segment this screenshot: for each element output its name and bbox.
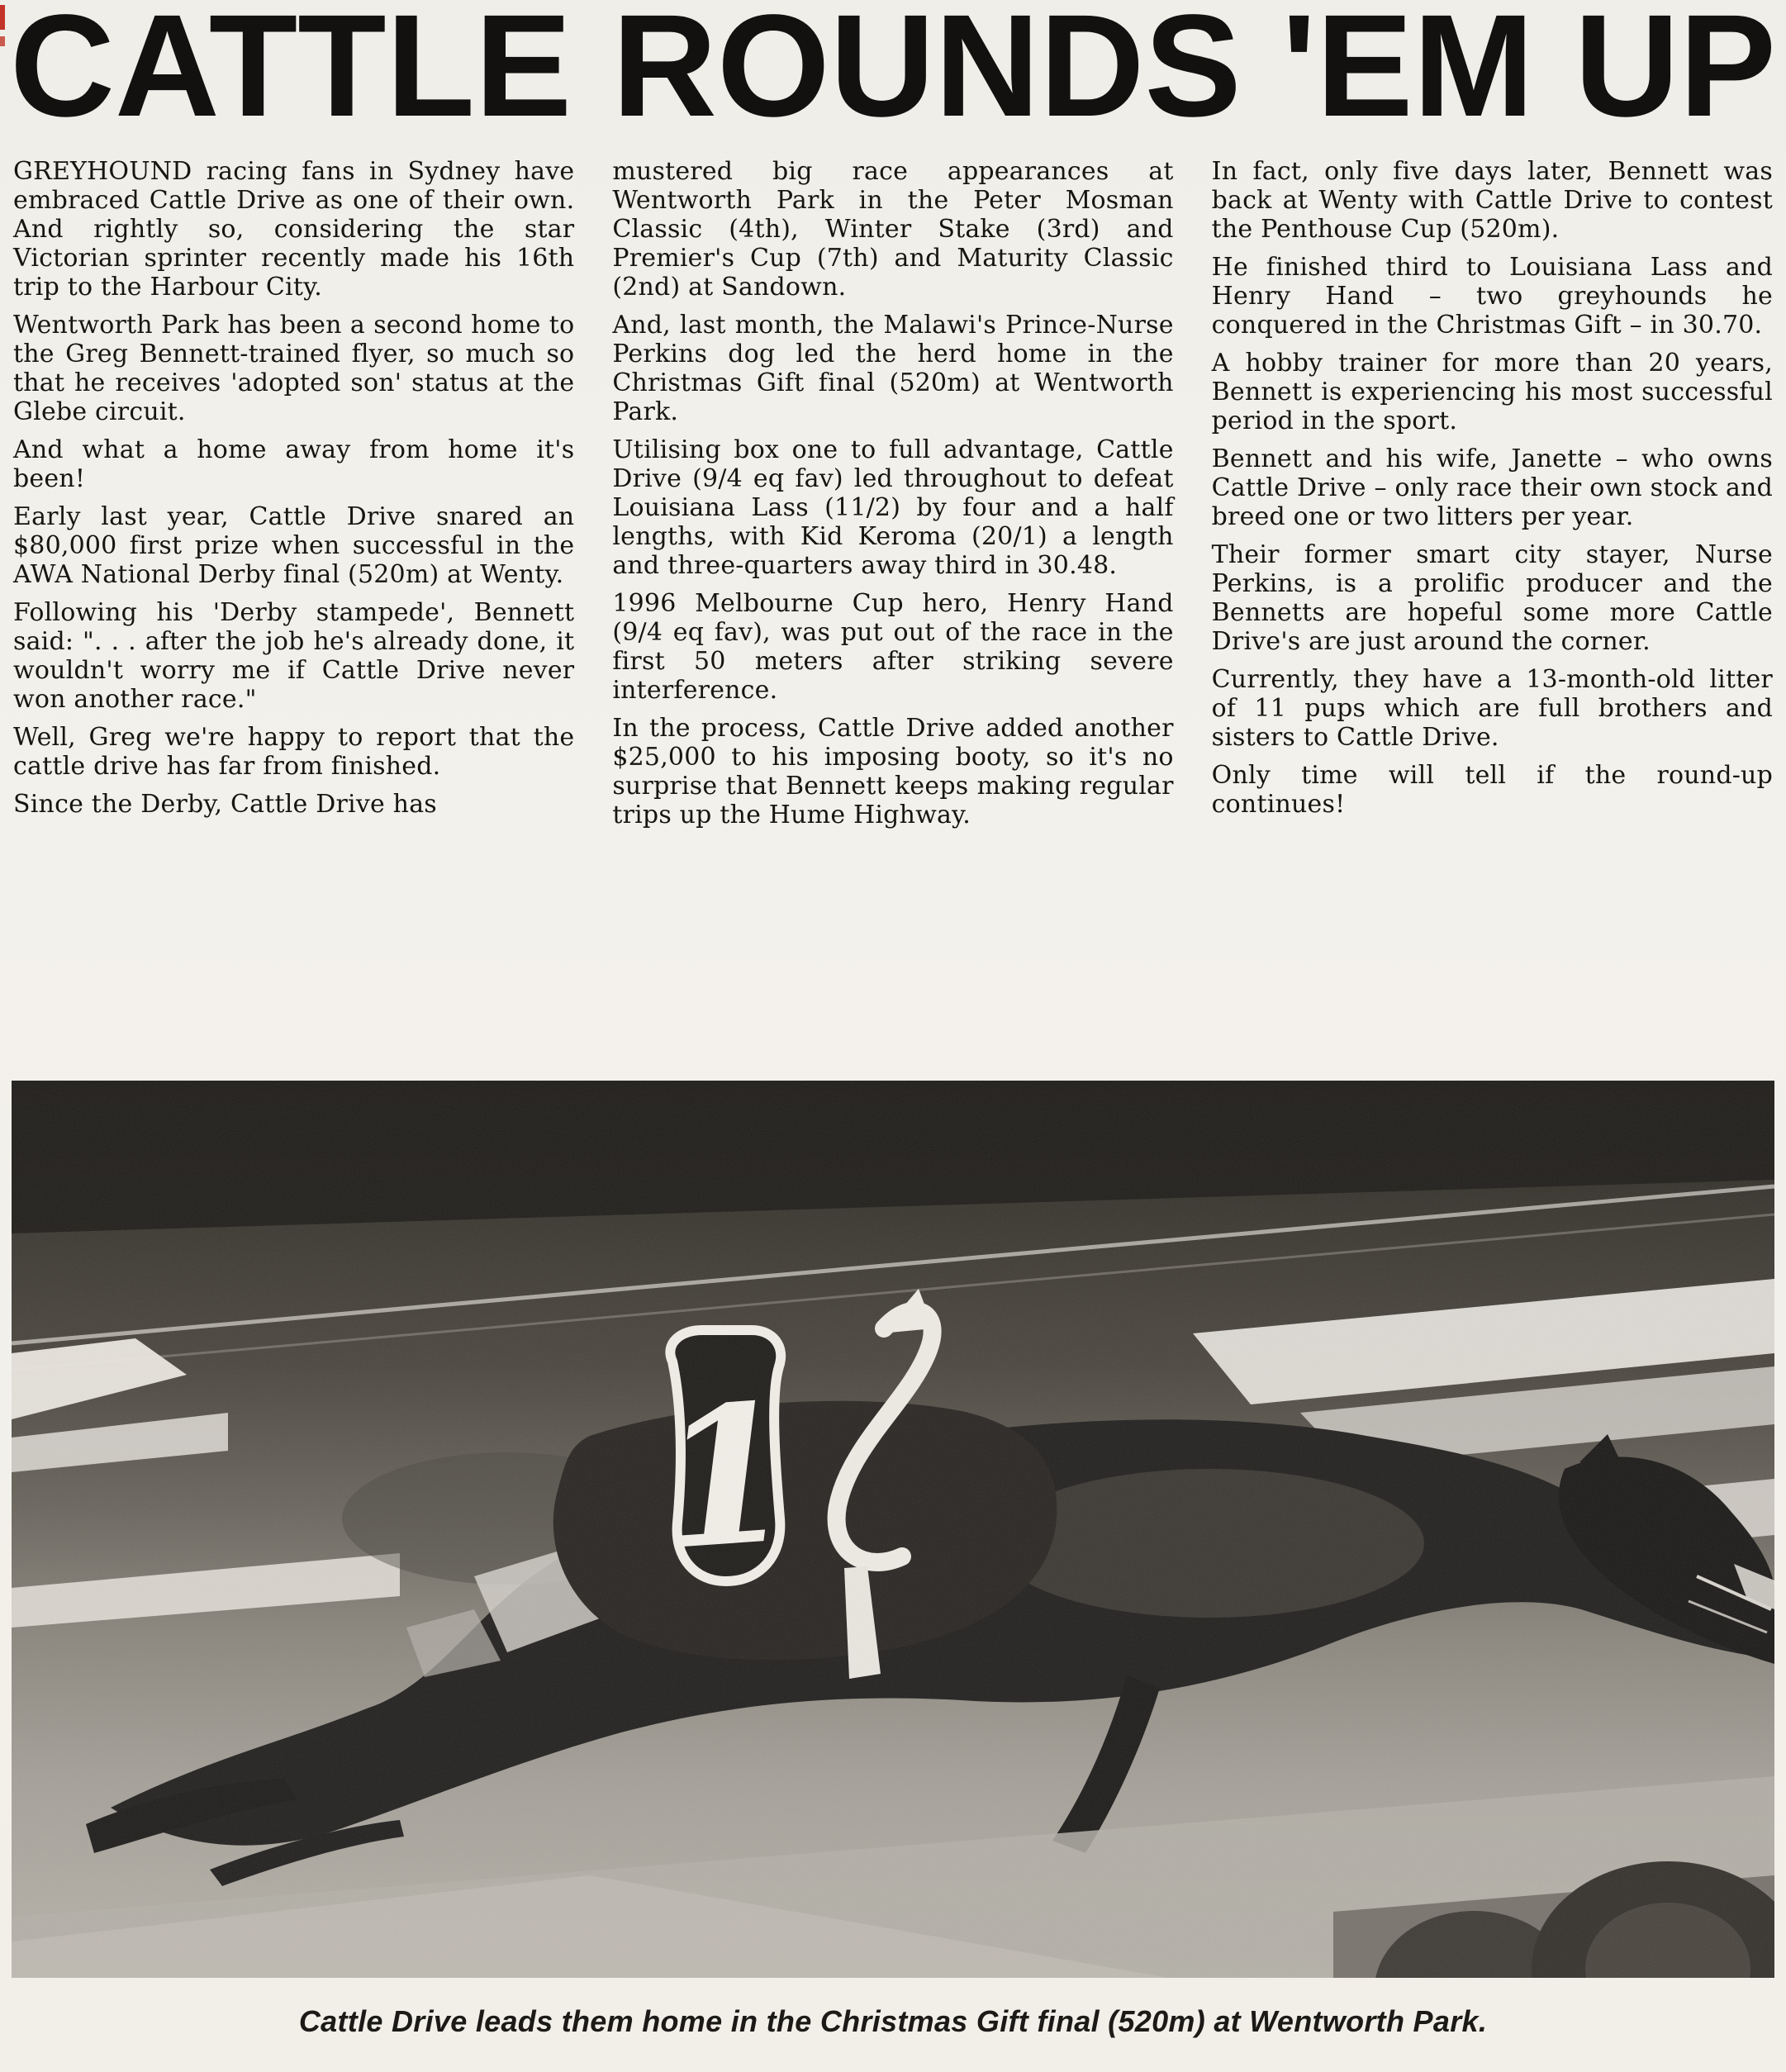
paragraph: And, last month, the Malawi's Prince-Nurse Perkins dog led the herd home in the Christmas Gift final (520m) at Wentworth Park. [612,311,1174,426]
dog-number: 1 [652,1361,800,1594]
column-2 [612,157,1173,839]
paragraph: Since the Derby, Cattle Drive has [13,790,437,819]
paragraph: He finished third to Louisiana Lass and Henry Hand – two greyhounds he conquered in the Christmas Gift – in 30.70. [1211,253,1773,340]
paragraph: And what a home away from home it's been! [13,435,575,493]
paragraph: In the process, Cattle Drive added another $25,000 to his imposing booty, so it's no surprise that Bennett keeps making regular trips up the Hume Highway. [612,714,1174,829]
paragraph: Utilising box one to full advantage, Cattle Drive (9/4 eq fav) led throughout to defeat Louisiana Lass (11/2) by four and a half lengths, with Kid Keroma (20/1) a length and three-quarters away third in 30.48. [612,435,1174,580]
headline-text: CATTLE ROUNDS 'EM UP [10,3,1776,135]
paragraph: A hobby trainer for more than 20 years, Bennett is experiencing his most successful period in the sport. [1211,349,1773,435]
paragraph: mustered big race appearances at Wentworth Park in the Peter Mosman Classic (4th), Winter Stake (3rd) and Premier's Cup (7th) and Maturity Classic (2nd) at Sandown. [612,157,1174,302]
paragraph: In fact, only five days later, Bennett was back at Wenty with Cattle Drive to contest the Penthouse Cup (520m). [1211,157,1773,244]
paragraph: Early last year, Cattle Drive snared an $80,000 first prize when successful in the AWA National Derby final (520m) at Wenty. [13,502,575,589]
paragraph: Following his 'Derby stampede', Bennett said: ". . . after the job he's already done, it wouldn't worry me if Cattle Drive never won another race." [13,598,575,714]
article-body [13,157,1773,839]
paragraph: Bennett and his wife, Janette – who owns Cattle Drive – only race their own stock and breed one or two litters per year. [1211,444,1773,531]
paragraph: Currently, they have a 13-month-old litter of 11 pups which are full brothers and sisters to Cattle Drive. [1211,665,1773,752]
paragraph: Wentworth Park has been a second home to the Greg Bennett-trained flyer, so much so that he receives 'adopted son' status at the Glebe circuit. [13,311,575,426]
paragraph: 1996 Melbourne Cup hero, Henry Hand (9/4 eq fav), was put out of the race in the first 50 meters after striking severe interference. [612,589,1174,705]
paragraph: Well, Greg we're happy to report that the cattle drive has far from finished. [13,723,575,781]
greyhound-race-photo [12,1081,1774,1978]
paragraph: GREYHOUND racing fans in Sydney have embraced Cattle Drive as one of their own. And rightly so, considering the star Victorian sprinter recently made his 16th trip to the Harbour City. [13,157,575,302]
photo-caption: Cattle Drive leads them home in the Christmas Gift final (520m) at Wentworth Park. [298,2004,1488,2038]
column-1 [13,157,574,839]
paragraph: Only time will tell if the round-up continues! [1211,761,1773,819]
column-3 [1212,157,1773,839]
headline [0,3,1786,135]
paragraph: Their former smart city stayer, Nurse Perkins, is a prolific producer and the Bennetts are hopeful some more Cattle Drive's are just around the corner. [1211,540,1773,656]
